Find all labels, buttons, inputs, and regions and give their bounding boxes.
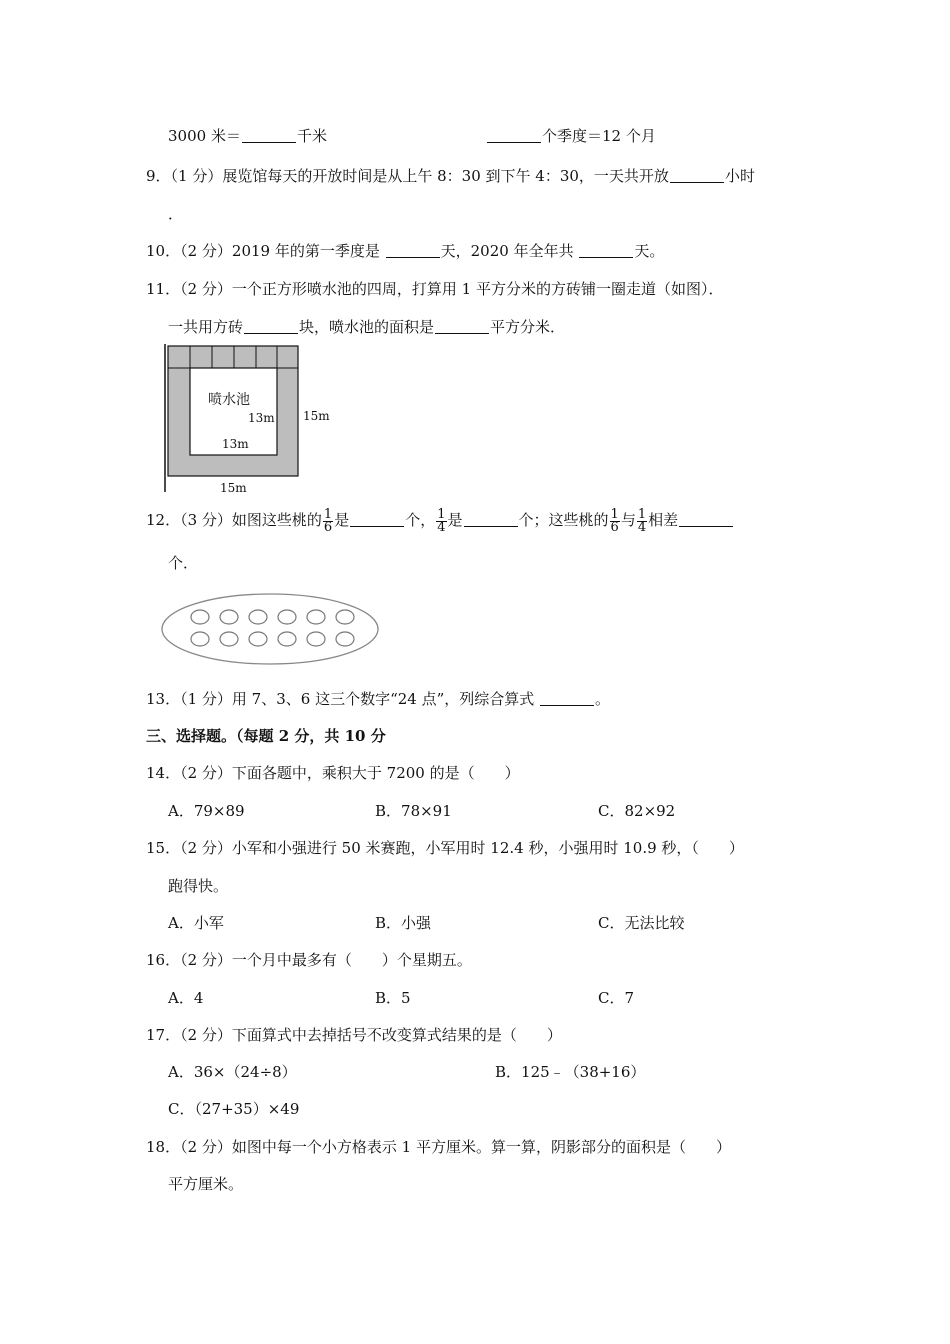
- question-12: 12．（3 分）如图这些桃的 $\frac{1}{6}$ 是 个， $\frac{1}{4}$ 是 个；这些桃的 $\frac{1}{6}$ 与 $\frac{1}{4}$ 相差: [146, 507, 734, 533]
- q8-left: 3000 米＝ 千米: [168, 127, 327, 145]
- q17-option-a[interactable]: A．36×（24÷8）: [168, 1063, 297, 1081]
- q14-option-a[interactable]: A．79×89: [168, 802, 245, 820]
- fraction-one-sixth: $\frac{1}{6}$: [323, 506, 333, 535]
- peach: [278, 632, 296, 646]
- question-16: 16．（2 分）一个月中最多有（ ）个星期五。: [146, 951, 472, 969]
- answer-blank[interactable]: [386, 241, 440, 258]
- peach-plate-figure: [160, 590, 384, 670]
- question-9: 9．（1 分）展览馆每天的开放时间是从上午 8：30 到下午 4：30，一天共开放 小时: [146, 167, 755, 185]
- peach: [336, 610, 354, 624]
- peach: [249, 610, 267, 624]
- q16-option-c[interactable]: C．7: [598, 989, 635, 1007]
- question-18: 18．（2 分）如图中每一个小方格表示 1 平方厘米。算一算，阴影部分的面积是（ ）: [146, 1138, 731, 1156]
- answer-blank[interactable]: [242, 126, 296, 143]
- outer-bottom-label: 15m: [220, 481, 247, 495]
- fraction-one-sixth: $\frac{1}{6}$: [610, 506, 619, 535]
- peaches: [191, 610, 354, 646]
- answer-blank[interactable]: [540, 689, 594, 706]
- q15-cont: 跑得快。: [168, 877, 229, 895]
- q11-answer-line: 一共用方砖 块，喷水池的面积是 平方分米．: [168, 318, 566, 336]
- question-13: 13．（1 分）用 7、3、6 这三个数字“24 点”，列综合算式 。: [146, 690, 611, 708]
- q15-option-c[interactable]: C．无法比较: [598, 914, 685, 932]
- peach: [336, 632, 354, 646]
- peach: [278, 610, 296, 624]
- peach: [307, 610, 325, 624]
- peach: [220, 610, 238, 624]
- peach: [249, 632, 267, 646]
- question-17: 17．（2 分）下面算式中去掉括号不改变算式结果的是（ ）: [146, 1026, 562, 1044]
- question-10: 10．（2 分）2019 年的第一季度是 天，2020 年全年共 天。: [146, 242, 665, 260]
- outer-side-label: 15m: [303, 409, 330, 423]
- inner-side-label: 13m: [248, 411, 275, 425]
- q16-option-b[interactable]: B．5: [375, 989, 411, 1007]
- pool-label: 喷水池: [208, 392, 250, 408]
- q15-option-b[interactable]: B．小强: [375, 914, 432, 932]
- peach: [191, 632, 209, 646]
- q15-option-a[interactable]: A．小军: [168, 914, 224, 932]
- q12-end: 个．: [168, 554, 199, 572]
- question-14: 14．（2 分）下面各题中，乘积大于 7200 的是（ ）: [146, 764, 520, 782]
- q17-option-b[interactable]: B．125﹣（38+16）: [495, 1063, 646, 1081]
- peach: [220, 632, 238, 646]
- peach: [307, 632, 325, 646]
- inner-bottom-label: 13m: [222, 437, 249, 451]
- q9-end: ．: [168, 205, 184, 223]
- q16-option-a[interactable]: A．4: [168, 989, 204, 1007]
- answer-blank[interactable]: [244, 317, 298, 334]
- q14-option-c[interactable]: C．82×92: [598, 802, 676, 820]
- answer-blank[interactable]: [670, 166, 724, 183]
- answer-blank[interactable]: [487, 126, 541, 143]
- q18-cont: 平方厘米。: [168, 1175, 244, 1193]
- answer-blank[interactable]: [350, 510, 404, 527]
- peach: [191, 610, 209, 624]
- answer-blank[interactable]: [435, 317, 489, 334]
- answer-blank[interactable]: [579, 241, 633, 258]
- q8-right: 个季度＝12 个月: [486, 125, 656, 147]
- q14-option-b[interactable]: B．78×91: [375, 802, 452, 820]
- plate: [162, 594, 378, 664]
- fraction-one-quarter: $\frac{1}{4}$: [437, 506, 446, 535]
- section-3-title: 三、选择题。（每题 2 分，共 10 分: [146, 727, 386, 745]
- question-11: 11．（2 分）一个正方形喷水池的四周，打算用 1 平方分米的方砖铺一圈走道（如图）．: [146, 280, 724, 298]
- question-15: 15．（2 分）小军和小强进行 50 米赛跑，小军用时 12.4 秒，小强用时 10.9 秒，（ ）: [146, 839, 744, 857]
- q17-option-c[interactable]: C．（27+35）×49: [168, 1100, 300, 1118]
- fountain-pool-figure: [160, 342, 340, 498]
- answer-blank[interactable]: [464, 510, 518, 527]
- answer-blank[interactable]: [679, 510, 733, 527]
- fraction-one-quarter: $\frac{1}{4}$: [637, 506, 647, 535]
